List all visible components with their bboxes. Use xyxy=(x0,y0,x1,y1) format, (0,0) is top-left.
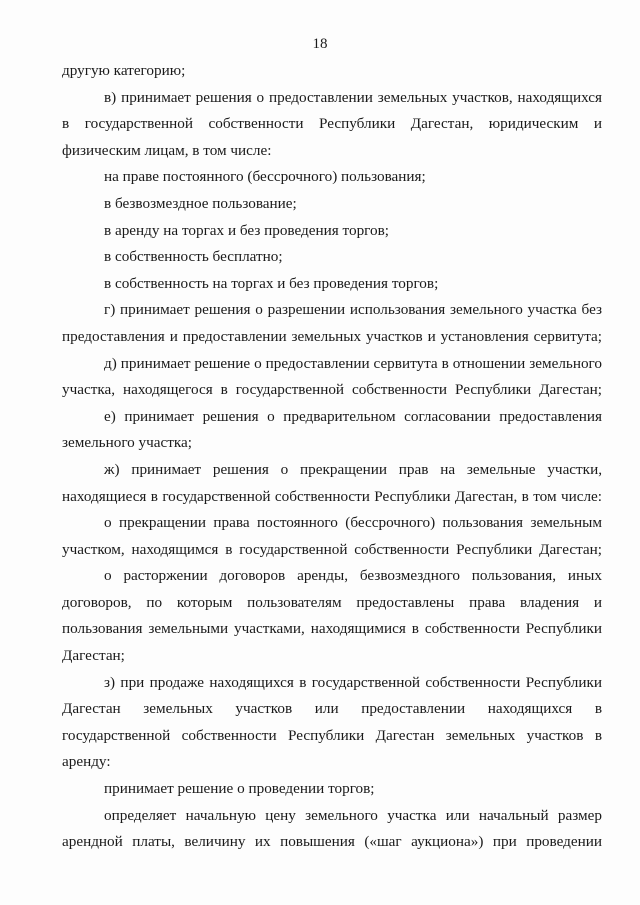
text-line: договоров, по которым пользователям предоставлены права владения и xyxy=(62,593,602,611)
text-line: Дагестан; xyxy=(62,647,125,665)
text-line: в аренду на торгах и без проведения торгов; xyxy=(104,221,390,239)
text-line: другую категорию; xyxy=(62,62,186,79)
text-line: в безвозмездное пользование; xyxy=(104,194,297,212)
text-line: о расторжении договоров аренды, безвозмездного пользования, иных xyxy=(104,567,602,585)
text-line: участка, находящегося в государственной собственности Республики Дагестан; xyxy=(62,381,602,399)
text-line: участком, находящимся в государственной собственности Республики Дагестан; xyxy=(62,540,602,558)
page-number: 18 xyxy=(312,36,328,52)
text-line: на праве постоянного (бессрочного) пользования; xyxy=(104,168,426,186)
text-line: физическим лицам, в том числе: xyxy=(62,141,272,159)
text-line: г) принимает решения о разрешении использования земельного участка без xyxy=(104,301,602,319)
text-line: принимает решение о проведении торгов; xyxy=(104,780,375,798)
text-line: предоставления и предоставлении земельных участков и установления сервитута; xyxy=(62,327,602,345)
text-line: аренду: xyxy=(62,753,111,771)
text-line: в собственность бесплатно; xyxy=(104,248,283,266)
text-line: Дагестан земельных участков или предоставлении находящихся в xyxy=(62,700,602,718)
text-line: государственной собственности Республики Дагестан земельных участков в xyxy=(62,726,602,744)
text-line: земельного участка; xyxy=(62,434,193,452)
text-line: з) при продаже находящихся в государственной собственности Республики xyxy=(104,673,602,691)
text-line: ж) принимает решения о прекращении прав на земельные участки, xyxy=(104,460,602,478)
text-line: определяет начальную цену земельного участка или начальный размер xyxy=(104,806,602,824)
text-line: арендной платы, величину их повышения («шаг аукциона») при проведении xyxy=(62,833,602,851)
document-body xyxy=(62,58,602,856)
text-line: д) принимает решение о предоставлении сервитута в отношении земельного xyxy=(104,354,602,372)
text-line: находящиеся в государственной собственности Республики Дагестан, в том числе: xyxy=(62,487,602,505)
text-line: е) принимает решения о предварительном согласовании предоставления xyxy=(104,407,602,425)
text-line: пользования земельными участками, находящимися в собственности Республики xyxy=(62,620,602,638)
text-line: о прекращении права постоянного (бессрочного) пользования земельным xyxy=(104,514,602,532)
text-line: в) принимает решения о предоставлении земельных участков, находящихся xyxy=(104,88,602,106)
text-line: в собственность на торгах и без проведения торгов; xyxy=(104,274,439,292)
text-line: в государственной собственности Республики Дагестан, юридическим и xyxy=(62,115,602,133)
